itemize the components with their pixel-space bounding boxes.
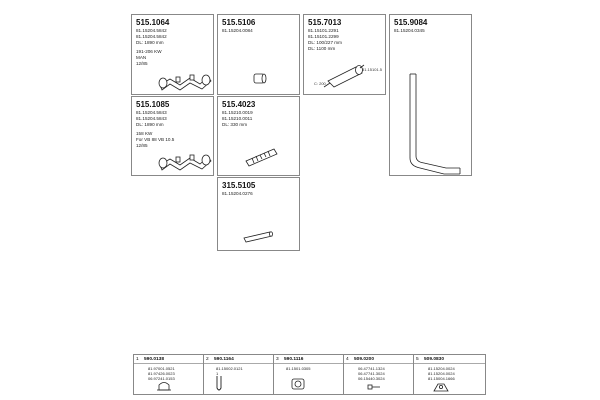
part-card-515-1064	[131, 14, 214, 95]
part-card-515-9084	[389, 14, 472, 176]
part-number: 515.5106	[222, 18, 256, 27]
ref-line: DL: 1100 mm	[308, 46, 336, 51]
fitting-code: 590.1116	[284, 357, 304, 362]
fitting-ref: 06.47741.1324	[358, 366, 385, 371]
fitting-cell-3	[274, 355, 344, 394]
ref-line: 81.15101.2291	[308, 28, 339, 33]
ref-line: 81.15204.5842	[136, 34, 167, 39]
divider	[344, 363, 413, 364]
fitting-code: 590.0138	[144, 357, 165, 362]
ref-line: DL: 100/227 mm	[308, 40, 342, 45]
fitting-index: 2	[206, 357, 209, 362]
part-card-315-5105	[217, 177, 300, 251]
part-card-515-7013	[303, 14, 386, 95]
spec-line: MAN	[136, 55, 147, 60]
ref-line: 81.15204.0276	[222, 191, 253, 196]
fitting-ref: 1	[216, 371, 219, 376]
callout-label: C: 200	[314, 81, 326, 86]
spec-line: 191-206 KW	[136, 49, 162, 54]
ref-line: DL: 1890 mm	[136, 122, 164, 127]
fitting-ref: 81.1501.0305	[286, 366, 311, 371]
part-card-515-1085	[131, 96, 214, 176]
part-card-515-4023	[217, 96, 300, 176]
ref-line: 81.15204.5843	[136, 110, 167, 115]
pipe-drawing	[242, 228, 278, 244]
u-bolt-icon	[214, 375, 224, 393]
gasket-icon	[290, 377, 306, 391]
fitting-ref: 81.97001.0521	[148, 366, 175, 371]
fitting-cell-1	[134, 355, 204, 394]
fitting-ref: 81.15002.0121	[216, 366, 243, 371]
fitting-code: 509.0830	[424, 357, 445, 362]
fitting-code: 509.0200	[354, 357, 375, 362]
part-card-515-5106	[217, 14, 300, 95]
part-number: 315.5105	[222, 181, 256, 190]
fitting-index: 4	[346, 357, 349, 362]
bolt-icon	[366, 382, 382, 392]
ref-line: 81.15210.0019	[222, 110, 253, 115]
spec-line: 12/85	[136, 143, 148, 148]
ref-line: 81.15204.5842	[136, 28, 167, 33]
part-number: 515.9084	[394, 18, 428, 27]
divider	[414, 363, 485, 364]
divider	[204, 363, 273, 364]
divider	[274, 363, 343, 364]
ref-line: 81.15210.0011	[222, 116, 253, 121]
sleeve-drawing	[250, 71, 270, 87]
ref-line: 81.15204.0345	[394, 28, 425, 33]
fitting-cell-2	[204, 355, 274, 394]
part-number: 515.4023	[222, 100, 256, 109]
ref-line: 81.15204.0084	[222, 28, 253, 33]
exhaust-manifold-drawing	[156, 145, 214, 175]
fitting-index: 5	[416, 357, 419, 362]
spec-line: 12/85	[136, 61, 148, 66]
ref-line: DL: 1890 mm	[136, 40, 164, 45]
ref-line: 81.15204.5843	[136, 116, 167, 121]
flex-pipe-drawing	[244, 145, 280, 167]
fitting-ref: 81.15204.0024	[428, 366, 455, 371]
divider	[134, 363, 203, 364]
fitting-ref: 06.97241.0153	[148, 376, 175, 381]
ref-line: 81.15101.2299	[308, 34, 339, 39]
fitting-ref: 81.15204.0024	[428, 371, 455, 376]
bracket-icon	[432, 381, 450, 393]
fitting-cell-5	[414, 355, 485, 394]
spec-line: For VB 88 VB 10.5	[136, 137, 175, 142]
fitting-index: 3	[276, 357, 279, 362]
fitting-ref: 81.15004.1666	[428, 376, 455, 381]
fitting-code: 590.1164	[214, 357, 234, 362]
clamp-icon	[156, 381, 172, 393]
exhaust-manifold-drawing	[156, 65, 214, 95]
fitting-ref: 81.97426.0023	[148, 371, 175, 376]
part-number: 515.1064	[136, 18, 170, 27]
fittings-strip	[133, 354, 486, 395]
silencer-drawing	[322, 59, 366, 91]
ref-line: DL: 330 mm	[222, 122, 248, 127]
fitting-cell-4	[344, 355, 414, 394]
spec-line: 158 KW	[136, 131, 153, 136]
fitting-index: 1	[136, 357, 139, 362]
fitting-ref: 06.15440.3024	[358, 376, 385, 381]
callout-label: 81.15101.5	[362, 67, 383, 72]
tailpipe-drawing	[400, 70, 466, 180]
part-number: 515.1085	[136, 100, 170, 109]
part-number: 515.7013	[308, 18, 342, 27]
fitting-ref: 06.47741.3024	[358, 371, 385, 376]
